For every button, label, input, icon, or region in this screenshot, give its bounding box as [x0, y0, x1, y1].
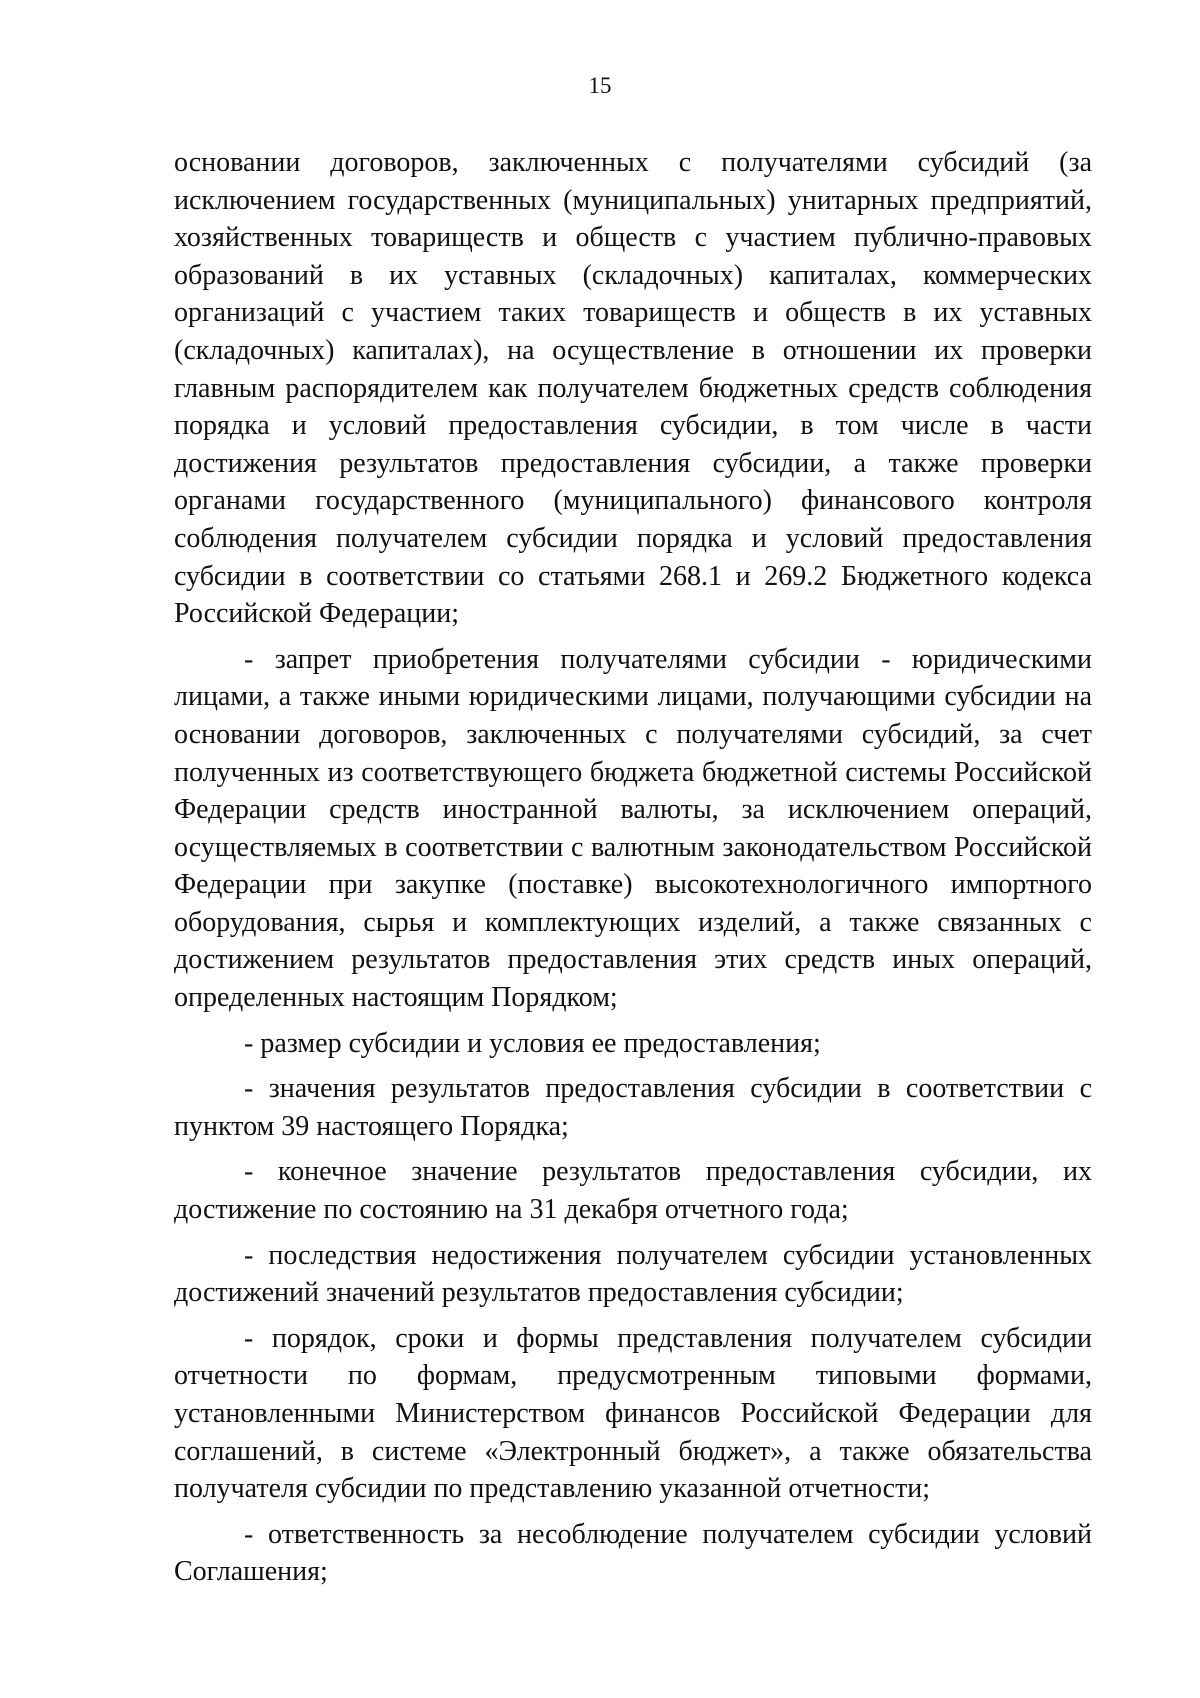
page-number: 15 [588, 73, 612, 98]
paragraph-result-values: - значения результатов предоставления субсидии в соответствии с пунктом 39 настоящего Порядка; [174, 1073, 1092, 1142]
paragraph-continuation: основании договоров, заключенных с получателями субсидий (за исключением государственных (муниципальных) унитарных предприятий, хозяйственных товариществ и обществ с участием публично-правовых образований в их уставных (складочных) капиталах, коммерческих организаций с участием таких товариществ и обществ в их уставных (складочных) капиталах), на осуществление в отношении их проверки главным распорядителем как получателем бюджетных средств соблюдения порядка и условий предоставления субсидии, в том числе в части достижения результатов предоставления субсидии, а также проверки органами государственного (муниципального) финансового контроля соблюдения получателем субсидии порядка и условий предоставления субсидии в соответствии со статьями 268.1 и 269.2 Бюджетного кодекса Российской Федерации; [174, 147, 1092, 630]
paragraph-currency-ban: - запрет приобретения получателями субсидии - юридическими лицами, а также иными юридическими лицами, получающими субсидии на основании договоров, заключенных с получателями субсидий, за счет полученных из соответствующего бюджета бюджетной системы Российской Федерации средств иностранной валюты, за исключением операций, осуществляемых в соответствии с валютным законодательством Российской Федерации при закупке (поставке) высокотехнологичного импортного оборудования, сырья и комплектующих изделий, а также связанных с достижением результатов предоставления этих средств иных операций, определенных настоящим Порядком; [174, 643, 1092, 1014]
paragraph-reporting: - порядок, сроки и формы представления получателем субсидии отчетности по формам, предусмотренным типовыми формами, установленными Министерством финансов Российской Федерации для соглашений, в системе «Электронный бюджет», а также обязательства получателя субсидии по представлению указанной отчетности; [174, 1322, 1092, 1505]
paragraph-final-value: - конечное значение результатов предоставления субсидии, их достижение по состоянию на 31 декабря отчетного года; [174, 1156, 1092, 1226]
document-body [174, 144, 1092, 1599]
paragraph-subsidy-size: - размер субсидии и условия ее предоставления; [244, 1027, 821, 1059]
paragraph-responsibility: - ответственность за несоблюдение получателем субсидии условий Соглашения; [174, 1518, 1092, 1588]
paragraph-consequences: - последствия недостижения получателем субсидии установленных достижений значений результатов предоставления субсидии; [174, 1239, 1092, 1309]
